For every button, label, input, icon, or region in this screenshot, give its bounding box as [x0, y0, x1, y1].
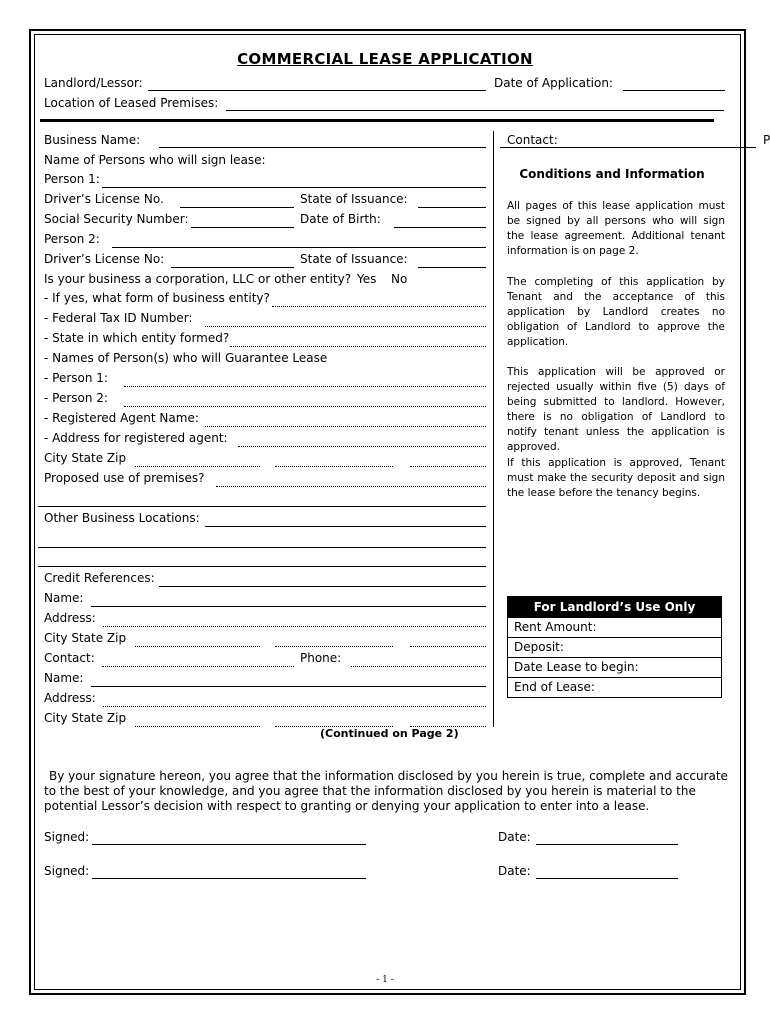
drivers-license2-field[interactable]: [171, 267, 294, 268]
city-state-zip-label-3: City State Zip: [44, 711, 127, 725]
conditions-para-4: If this application is approved, Tenant must make the security deposit and sign the lease before the tenancy begins.: [507, 457, 725, 499]
federal-tax-id-field[interactable]: [205, 326, 486, 327]
zip-field-2[interactable]: [410, 646, 486, 647]
credit-name1-label: Name:: [44, 591, 84, 605]
consent-statement: By your signature hereon, you agree that the information disclosed by you herein is true, complete and accurate to the best of your knowledge, and you agree that the information disclosed by you herein is material to the potential Lessor’s decision with respect to granting or denying your application to enter into a lease.: [44, 769, 728, 813]
landlord-use-title: For Landlord’s Use Only: [508, 597, 721, 617]
state-of-issuance2-field[interactable]: [418, 267, 486, 268]
drivers-license1-label: Driver’s License No.: [44, 192, 164, 206]
credit-contact1-label: Contact:: [44, 651, 95, 665]
header-divider: [40, 119, 714, 122]
no-option[interactable]: No: [391, 272, 408, 286]
proposed-use-field-2[interactable]: [38, 506, 486, 507]
other-locations-field[interactable]: [205, 526, 486, 527]
names-persons-label: Name of Persons who will sign lease:: [44, 153, 266, 167]
page-number: - 1 -: [376, 975, 394, 985]
guarantor-person2-label: - Person 2:: [44, 391, 108, 405]
yes-option[interactable]: Yes: [357, 272, 377, 286]
person2-field[interactable]: [112, 247, 486, 248]
state-field-2[interactable]: [275, 646, 393, 647]
date-field-1[interactable]: [536, 844, 678, 845]
column-divider: [493, 131, 494, 727]
date-label-1: Date:: [498, 830, 531, 844]
state-formed-label: - State in which entity formed?: [44, 331, 230, 345]
contact-label: Contact:: [507, 133, 558, 147]
conditions-para-2: The completing of this application by Tenant and the acceptance of this application by Landlord creates no obligation of Landlord to approve the application.: [507, 276, 725, 348]
conditions-para-1: All pages of this lease application must be signed by all persons who will sign the lease agreement. Additional tenant information is on page 2.: [507, 200, 725, 257]
lease-end-row[interactable]: End of Lease:: [508, 677, 721, 697]
city-field-1[interactable]: [135, 466, 260, 467]
guarantor-person1-label: - Person 1:: [44, 371, 108, 385]
date-of-application-label: Date of Application:: [494, 76, 613, 90]
other-locations-label: Other Business Locations:: [44, 511, 200, 525]
date-of-application-field[interactable]: [623, 90, 725, 91]
signature-field-1[interactable]: [92, 844, 366, 845]
signed-label-2: Signed:: [44, 864, 90, 878]
registered-agent-address-field[interactable]: [238, 446, 486, 447]
guarantors-label: - Names of Person(s) who will Guarantee Lease: [44, 351, 328, 365]
lease-begin-row[interactable]: Date Lease to begin:: [508, 657, 721, 677]
credit-name1-field[interactable]: [91, 606, 486, 607]
credit-references-field[interactable]: [159, 586, 486, 587]
city-field-2[interactable]: [135, 646, 260, 647]
location-label: Location of Leased Premises:: [44, 96, 219, 110]
credit-name2-field[interactable]: [91, 686, 486, 687]
credit-phone1-field[interactable]: [351, 666, 486, 667]
credit-address1-label: Address:: [44, 611, 96, 625]
person1-field[interactable]: [102, 187, 486, 188]
zip-field-1[interactable]: [410, 466, 486, 467]
registered-agent-label: - Registered Agent Name:: [44, 411, 199, 425]
form-title: COMMERCIAL LEASE APPLICATION: [237, 50, 533, 68]
registered-agent-address-label: - Address for registered agent:: [44, 431, 228, 445]
business-name-field[interactable]: [159, 147, 486, 148]
deposit-row[interactable]: Deposit:: [508, 637, 721, 657]
proposed-use-label: Proposed use of premises?: [44, 471, 205, 485]
conditions-title: Conditions and Information: [519, 167, 705, 181]
landlord-field[interactable]: [148, 90, 486, 91]
conditions-para-3: This application will be approved or rejected usually within five (5) days of being submitted to landlord. However, there is no obligation of Landlord to notify tenant unless the application is approved.: [507, 366, 725, 453]
credit-references-label: Credit References:: [44, 571, 155, 585]
other-locations-field-2[interactable]: [38, 547, 486, 548]
ssn-field[interactable]: [191, 227, 294, 228]
guarantor-person1-field[interactable]: [124, 386, 486, 387]
proposed-use-field[interactable]: [216, 486, 486, 487]
date-label-2: Date:: [498, 864, 531, 878]
city-state-zip-label-1: City State Zip: [44, 451, 127, 465]
landlord-label: Landlord/Lessor:: [44, 76, 143, 90]
signed-label-1: Signed:: [44, 830, 90, 844]
continued-note: (Continued on Page 2): [320, 727, 459, 740]
signature-field-2[interactable]: [92, 878, 366, 879]
credit-address2-field[interactable]: [103, 706, 486, 707]
dob-label: Date of Birth:: [300, 212, 381, 226]
state-of-issuance1-label: State of Issuance:: [300, 192, 408, 206]
other-locations-field-3[interactable]: [38, 566, 486, 567]
person1-label: Person 1:: [44, 172, 100, 186]
business-name-label: Business Name:: [44, 133, 141, 147]
entity-form-label: - If yes, what form of business entity?: [44, 291, 270, 305]
credit-name2-label: Name:: [44, 671, 84, 685]
city-field-3[interactable]: [135, 726, 260, 727]
state-formed-field[interactable]: [230, 346, 486, 347]
credit-address1-field[interactable]: [103, 626, 486, 627]
date-field-2[interactable]: [536, 878, 678, 879]
drivers-license1-field[interactable]: [180, 207, 294, 208]
credit-contact1-field[interactable]: [102, 666, 294, 667]
credit-address2-label: Address:: [44, 691, 96, 705]
person2-label: Person 2:: [44, 232, 100, 246]
dob-field[interactable]: [394, 227, 486, 228]
contact-field[interactable]: [500, 147, 756, 148]
ssn-label: Social Security Number:: [44, 212, 189, 226]
guarantor-person2-field[interactable]: [124, 406, 486, 407]
rent-amount-row[interactable]: Rent Amount:: [508, 617, 721, 637]
state-of-issuance2-label: State of Issuance:: [300, 252, 408, 266]
state-field-1[interactable]: [275, 466, 393, 467]
registered-agent-field[interactable]: [205, 426, 486, 427]
federal-tax-id-label: - Federal Tax ID Number:: [44, 311, 193, 325]
landlord-use-box: [507, 596, 722, 698]
corporation-question: Is your business a corporation, LLC or other entity?: [44, 272, 352, 286]
clipped-edge-text: P: [763, 133, 770, 147]
entity-form-field[interactable]: [272, 306, 486, 307]
drivers-license2-label: Driver’s License No:: [44, 252, 165, 266]
state-of-issuance1-field[interactable]: [418, 207, 486, 208]
credit-phone1-label: Phone:: [300, 651, 342, 665]
location-field[interactable]: [226, 110, 724, 111]
city-state-zip-label-2: City State Zip: [44, 631, 127, 645]
